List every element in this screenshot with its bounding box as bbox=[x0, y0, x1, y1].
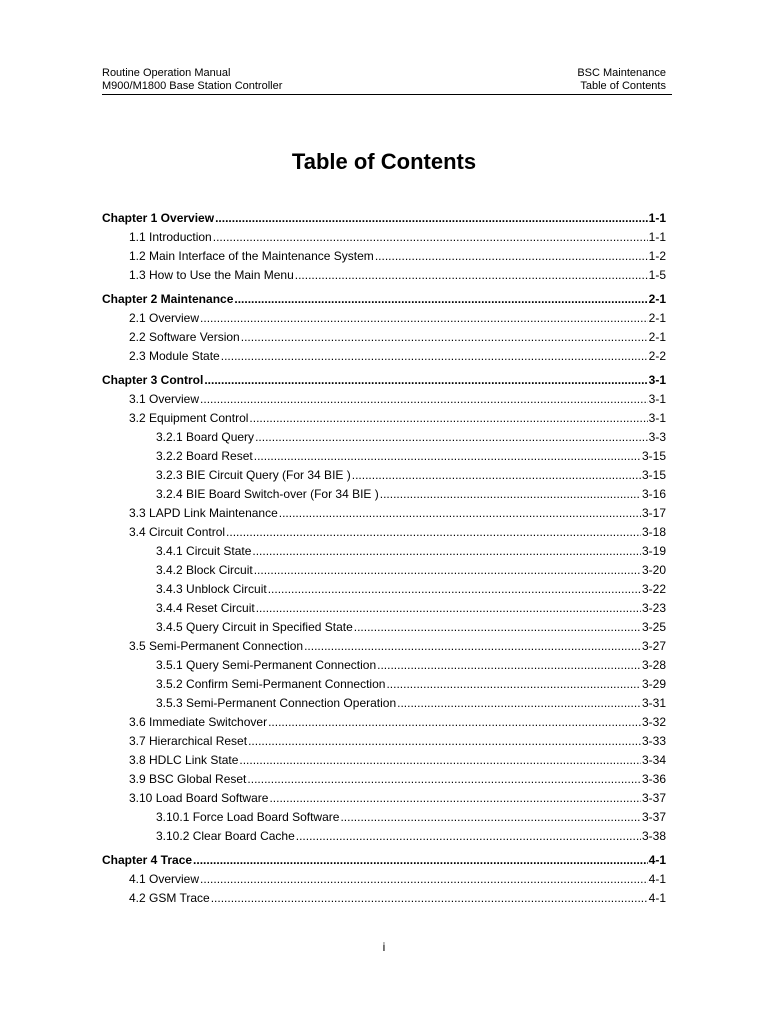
toc-dot-leader bbox=[200, 390, 648, 409]
toc-dot-leader bbox=[354, 618, 641, 637]
toc-entry-label: 3.5 Semi-Permanent Connection bbox=[129, 639, 304, 653]
toc-entry[interactable] bbox=[102, 694, 666, 713]
toc-entry-page: 3-38 bbox=[641, 829, 666, 843]
toc-dot-leader bbox=[377, 656, 641, 675]
toc-dot-leader bbox=[256, 599, 641, 618]
toc-entry-label: 3.10 Load Board Software bbox=[129, 791, 269, 805]
toc-entry-label: 3.5.2 Confirm Semi-Permanent Connection bbox=[156, 677, 386, 691]
toc-entry-page: 3-28 bbox=[641, 658, 666, 672]
toc-entry-page: 4-1 bbox=[648, 853, 666, 867]
toc-dot-leader bbox=[249, 409, 647, 428]
toc-entry-page: 2-2 bbox=[648, 349, 666, 363]
toc-entry-page: 3-15 bbox=[641, 468, 666, 482]
toc-entry-page: 3-16 bbox=[641, 487, 666, 501]
subsection-name: Table of Contents bbox=[580, 80, 666, 92]
toc-entry[interactable] bbox=[102, 266, 666, 285]
toc-dot-leader bbox=[268, 713, 641, 732]
toc-entry-page: 3-32 bbox=[641, 715, 666, 729]
page-title: Table of Contents bbox=[291, 149, 477, 174]
toc-entry-label: 1.2 Main Interface of the Maintenance System bbox=[129, 249, 374, 263]
toc-entry[interactable] bbox=[102, 827, 666, 846]
toc-entry-label: 3.2 Equipment Control bbox=[129, 411, 249, 425]
toc-entry[interactable] bbox=[102, 637, 666, 656]
toc-entry-page: 3-1 bbox=[648, 411, 666, 425]
toc-entry-page: 2-1 bbox=[648, 330, 666, 344]
toc-chapter-entry[interactable] bbox=[102, 290, 666, 309]
toc-entry-page: 1-1 bbox=[648, 211, 666, 225]
toc-entry-label: 3.2.4 BIE Board Switch-over (For 34 BIE ) bbox=[156, 487, 379, 501]
toc-dot-leader bbox=[193, 851, 648, 870]
toc-entry-label: 3.7 Hierarchical Reset bbox=[129, 734, 248, 748]
toc-dot-leader bbox=[204, 371, 647, 390]
toc-entry-label: 4.1 Overview bbox=[129, 872, 200, 886]
toc-entry-label: 3.5.1 Query Semi-Permanent Connection bbox=[156, 658, 377, 672]
toc-entry-page: 2-1 bbox=[648, 311, 666, 325]
toc-dot-leader bbox=[226, 523, 641, 542]
page-header bbox=[102, 67, 672, 95]
toc-entry-page: 2-1 bbox=[648, 292, 666, 306]
toc-entry[interactable] bbox=[102, 889, 666, 908]
toc-entry-label: 1.3 How to Use the Main Menu bbox=[129, 268, 294, 282]
toc-entry-label: 3.10.2 Clear Board Cache bbox=[156, 829, 295, 843]
toc-entry-page: 3-1 bbox=[648, 373, 666, 387]
toc-chapter-entry[interactable] bbox=[102, 851, 666, 870]
toc-dot-leader bbox=[352, 466, 641, 485]
product-name: M900/M1800 Base Station Controller bbox=[102, 80, 283, 92]
toc-entry-page: 1-5 bbox=[648, 268, 666, 282]
toc-dot-leader bbox=[221, 347, 648, 366]
toc-dot-leader bbox=[269, 789, 641, 808]
toc-entry-label: 3.4.2 Block Circuit bbox=[156, 563, 253, 577]
toc-dot-leader bbox=[234, 290, 647, 309]
toc-dot-leader bbox=[239, 751, 641, 770]
manual-title: Routine Operation Manual bbox=[102, 67, 231, 79]
toc-entry-page: 3-18 bbox=[641, 525, 666, 539]
toc-entry-label: 3.4.1 Circuit State bbox=[156, 544, 252, 558]
toc-entry-label: 3.9 BSC Global Reset bbox=[129, 772, 247, 786]
toc-entry[interactable] bbox=[102, 228, 666, 247]
toc-dot-leader bbox=[304, 637, 641, 656]
toc-entry-page: 4-1 bbox=[648, 891, 666, 905]
toc-entry-label: 3.4.5 Query Circuit in Specified State bbox=[156, 620, 353, 634]
toc-entry[interactable] bbox=[102, 656, 666, 675]
toc-entry-page: 3-3 bbox=[648, 430, 666, 444]
toc-chapter-entry[interactable] bbox=[102, 209, 666, 228]
toc-entry-label: 1.1 Introduction bbox=[129, 230, 212, 244]
toc-dot-leader bbox=[254, 447, 641, 466]
toc-entry-page: 3-22 bbox=[641, 582, 666, 596]
toc-dot-leader bbox=[200, 870, 648, 889]
page-number: i bbox=[382, 940, 386, 954]
toc-entry[interactable] bbox=[102, 447, 666, 466]
toc-entry-label: Chapter 1 Overview bbox=[102, 211, 215, 225]
toc-entry-label: 3.4.3 Unblock Circuit bbox=[156, 582, 267, 596]
toc-entry[interactable] bbox=[102, 504, 666, 523]
toc-entry-label: 3.8 HDLC Link State bbox=[129, 753, 239, 767]
toc-entry-label: Chapter 3 Control bbox=[102, 373, 204, 387]
toc-entry-page: 3-15 bbox=[641, 449, 666, 463]
toc-entry[interactable] bbox=[102, 580, 666, 599]
toc-dot-leader bbox=[255, 428, 648, 447]
toc-entry-page: 3-37 bbox=[641, 810, 666, 824]
toc-entry-label: 3.10.1 Force Load Board Software bbox=[156, 810, 340, 824]
toc-entry-label: 3.5.3 Semi-Permanent Connection Operation bbox=[156, 696, 397, 710]
toc-dot-leader bbox=[386, 675, 641, 694]
toc-dot-leader bbox=[247, 770, 641, 789]
toc-dot-leader bbox=[295, 266, 648, 285]
toc-chapter-entry[interactable] bbox=[102, 371, 666, 390]
toc-dot-leader bbox=[254, 561, 641, 580]
toc-entry-page: 3-1 bbox=[648, 392, 666, 406]
toc-entry[interactable] bbox=[102, 561, 666, 580]
toc-entry-page: 3-31 bbox=[641, 696, 666, 710]
toc-dot-leader bbox=[375, 247, 648, 266]
toc-entry[interactable] bbox=[102, 618, 666, 637]
toc-entry-page: 1-2 bbox=[648, 249, 666, 263]
toc-entry[interactable] bbox=[102, 328, 666, 347]
toc-entry[interactable] bbox=[102, 485, 666, 504]
toc-entry[interactable] bbox=[102, 808, 666, 827]
toc-dot-leader bbox=[241, 328, 648, 347]
toc-entry[interactable] bbox=[102, 713, 666, 732]
toc-entry-label: 3.1 Overview bbox=[129, 392, 200, 406]
toc-entry-page: 3-29 bbox=[641, 677, 666, 691]
toc-entry[interactable] bbox=[102, 247, 666, 266]
toc-entry[interactable] bbox=[102, 675, 666, 694]
toc-entry-page: 3-20 bbox=[641, 563, 666, 577]
toc-entry-label: Chapter 2 Maintenance bbox=[102, 292, 234, 306]
header-right bbox=[577, 67, 666, 93]
toc-entry[interactable] bbox=[102, 770, 666, 789]
toc-entry-label: 3.2.2 Board Reset bbox=[156, 449, 253, 463]
toc-dot-leader bbox=[397, 694, 641, 713]
toc-entry-page: 3-34 bbox=[641, 753, 666, 767]
toc-entry-label: 2.1 Overview bbox=[129, 311, 200, 325]
header-left bbox=[102, 67, 282, 93]
section-name: BSC Maintenance bbox=[577, 67, 666, 79]
toc-dot-leader bbox=[211, 889, 648, 908]
toc-entry-label: 4.2 GSM Trace bbox=[129, 891, 210, 905]
toc-entry-label: 2.3 Module State bbox=[129, 349, 220, 363]
toc-entry-page: 3-17 bbox=[641, 506, 666, 520]
toc-entry-page: 3-37 bbox=[641, 791, 666, 805]
toc-entry[interactable] bbox=[102, 751, 666, 770]
toc-entry[interactable] bbox=[102, 409, 666, 428]
toc-entry-label: 2.2 Software Version bbox=[129, 330, 240, 344]
toc-entry-page: 3-25 bbox=[641, 620, 666, 634]
toc-entry-label: Chapter 4 Trace bbox=[102, 853, 193, 867]
toc-entry-page: 1-1 bbox=[648, 230, 666, 244]
toc-entry-label: 3.3 LAPD Link Maintenance bbox=[129, 506, 278, 520]
toc-entry-page: 3-19 bbox=[641, 544, 666, 558]
toc-entry[interactable] bbox=[102, 732, 666, 751]
toc-dot-leader bbox=[268, 580, 641, 599]
toc-entry[interactable] bbox=[102, 347, 666, 366]
toc-entry[interactable] bbox=[102, 390, 666, 409]
toc-dot-leader bbox=[248, 732, 641, 751]
toc-dot-leader bbox=[213, 228, 648, 247]
toc-entry-label: 3.2.3 BIE Circuit Query (For 34 BIE ) bbox=[156, 468, 351, 482]
toc-dot-leader bbox=[200, 309, 648, 328]
toc-dot-leader bbox=[340, 808, 641, 827]
toc-dot-leader bbox=[215, 209, 648, 228]
toc-dot-leader bbox=[279, 504, 641, 523]
toc-dot-leader bbox=[380, 485, 641, 504]
toc-entry-label: 3.6 Immediate Switchover bbox=[129, 715, 268, 729]
toc-entry-label: 3.4 Circuit Control bbox=[129, 525, 226, 539]
toc-dot-leader bbox=[252, 542, 641, 561]
toc-entry-page: 4-1 bbox=[648, 872, 666, 886]
toc-dot-leader bbox=[296, 827, 641, 846]
toc-entry[interactable] bbox=[102, 789, 666, 808]
toc-entry[interactable] bbox=[102, 870, 666, 889]
table-of-contents bbox=[102, 209, 666, 908]
toc-entry[interactable] bbox=[102, 309, 666, 328]
toc-entry[interactable] bbox=[102, 542, 666, 561]
toc-entry-label: 3.2.1 Board Query bbox=[156, 430, 255, 444]
toc-entry-page: 3-27 bbox=[641, 639, 666, 653]
toc-entry[interactable] bbox=[102, 599, 666, 618]
toc-entry[interactable] bbox=[102, 523, 666, 542]
toc-entry-label: 3.4.4 Reset Circuit bbox=[156, 601, 255, 615]
toc-entry[interactable] bbox=[102, 428, 666, 447]
toc-entry-page: 3-33 bbox=[641, 734, 666, 748]
toc-entry-page: 3-23 bbox=[641, 601, 666, 615]
toc-entry-page: 3-36 bbox=[641, 772, 666, 786]
toc-entry[interactable] bbox=[102, 466, 666, 485]
